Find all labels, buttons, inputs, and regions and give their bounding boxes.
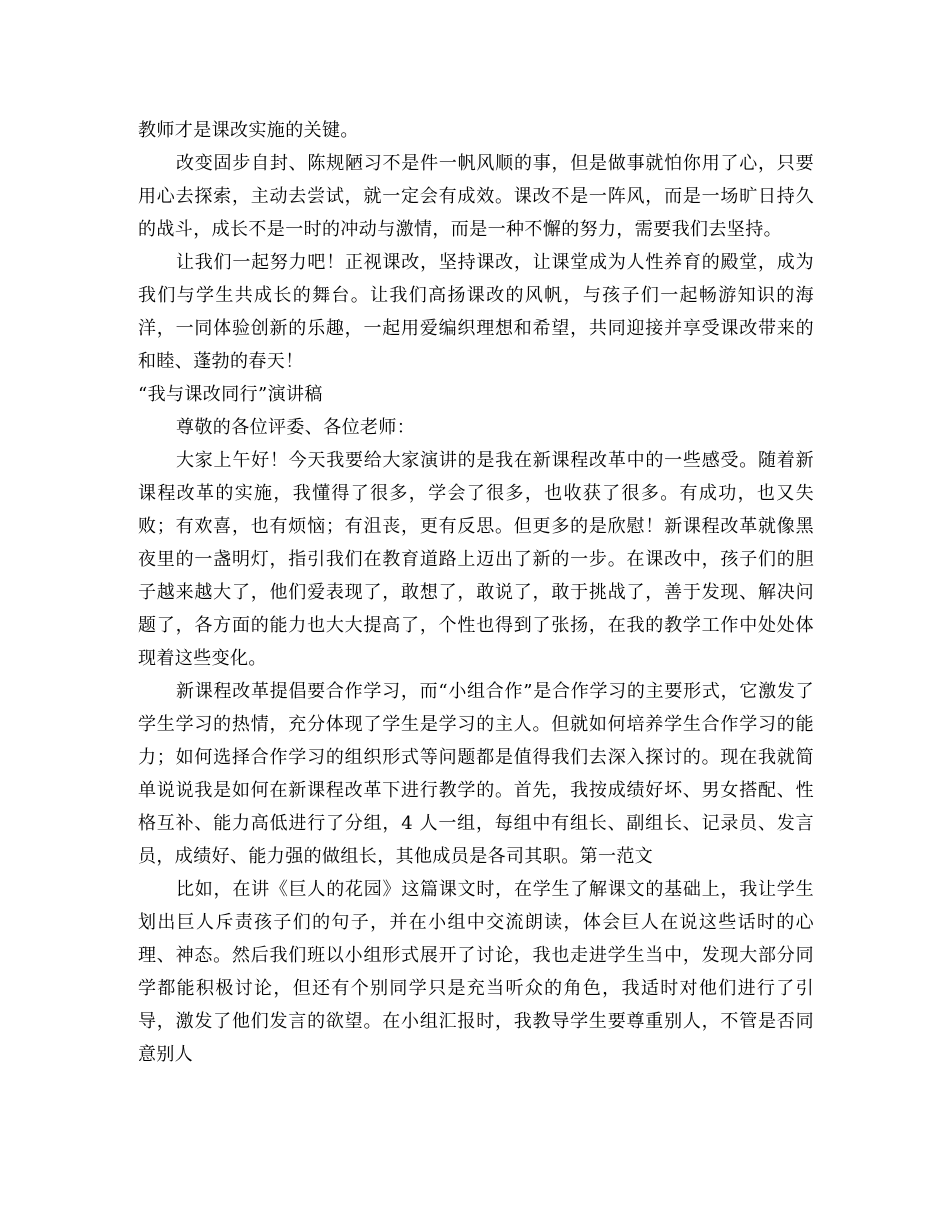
document-body — [138, 114, 814, 1071]
paragraph-together: 让我们一起努力吧！正视课改，坚持课改，让课堂成为人性养育的殿堂，成为我们与学生共成长的舞台。让我们高扬课改的风帆，与孩子们一起畅游知识的海洋，一同体验创新的乐趣，一起用爱编织理想和希望，共同迎接并享受课改带来的和睦、蓬勃的春天！ — [138, 252, 814, 372]
paragraph-example: 比如，在讲《巨人的花园》这篇课文时，在学生了解课文的基础上，我让学生划出巨人斥责孩子们的句子，并在小组中交流朗读，体会巨人在说这些话时的心理、神态。然后我们班以小组形式展开了讨论，我也走进学生当中，发现大部分同学都能积极讨论，但还有个别同学只是充当听众的角色，我适时对他们进行了引导，激发了他们发言的欲望。在小组汇报时，我教导学生要尊重别人，不管是否同意别人 — [138, 879, 814, 1065]
salutation: 尊敬的各位评委、各位老师： — [176, 417, 416, 438]
speech-title: “我与课改同行”演讲稿 — [138, 384, 323, 405]
paragraph-continued: 教师才是课改实施的关键。 — [138, 120, 359, 141]
paragraph-change: 改变固步自封、陈规陋习不是件一帆风顺的事，但是做事就怕你用了心，只要用心去探索，主动去尝试，就一定会有成效。课改不是一阵风，而是一场旷日持久的战斗，成长不是一时的冲动与激情，而是一种不懈的努力，需要我们去坚持。 — [138, 153, 814, 240]
paragraph-greeting: 大家上午好！今天我要给大家演讲的是我在新课程改革中的一些感受。随着新课程改革的实施，我懂得了很多，学会了很多，也收获了很多。有成功，也又失败；有欢喜，也有烦恼；有沮丧，更有反思。但更多的是欣慰！新课程改革就像黑夜里的一盏明灯，指引我们在教育道路上迈出了新的一步。在课改中，孩子们的胆子越来越大了，他们爱表现了，敢想了，敢说了，敢于挑战了，善于发现、解决问题了，各方面的能力也大大提高了，个性也得到了张扬，在我的教学工作中处处体现着这些变化。 — [138, 450, 814, 669]
paragraph-cooperation: 新课程改革提倡要合作学习，而“小组合作”是合作学习的主要形式，它激发了学生学习的热情，充分体现了学生是学习的主人。但就如何培养学生合作学习的能力；如何选择合作学习的组织形式等问题都是值得我们去深入探讨的。现在我就简单说说我是如何在新课程改革下进行教学的。首先，我按成绩好坏、男女搭配、性格互补、能力高低进行了分组，4 人一组，每组中有组长、副组长、记录员、发言员，成绩好、能力强的做组长，其他成员是各司其职。第一范文 — [138, 681, 814, 867]
